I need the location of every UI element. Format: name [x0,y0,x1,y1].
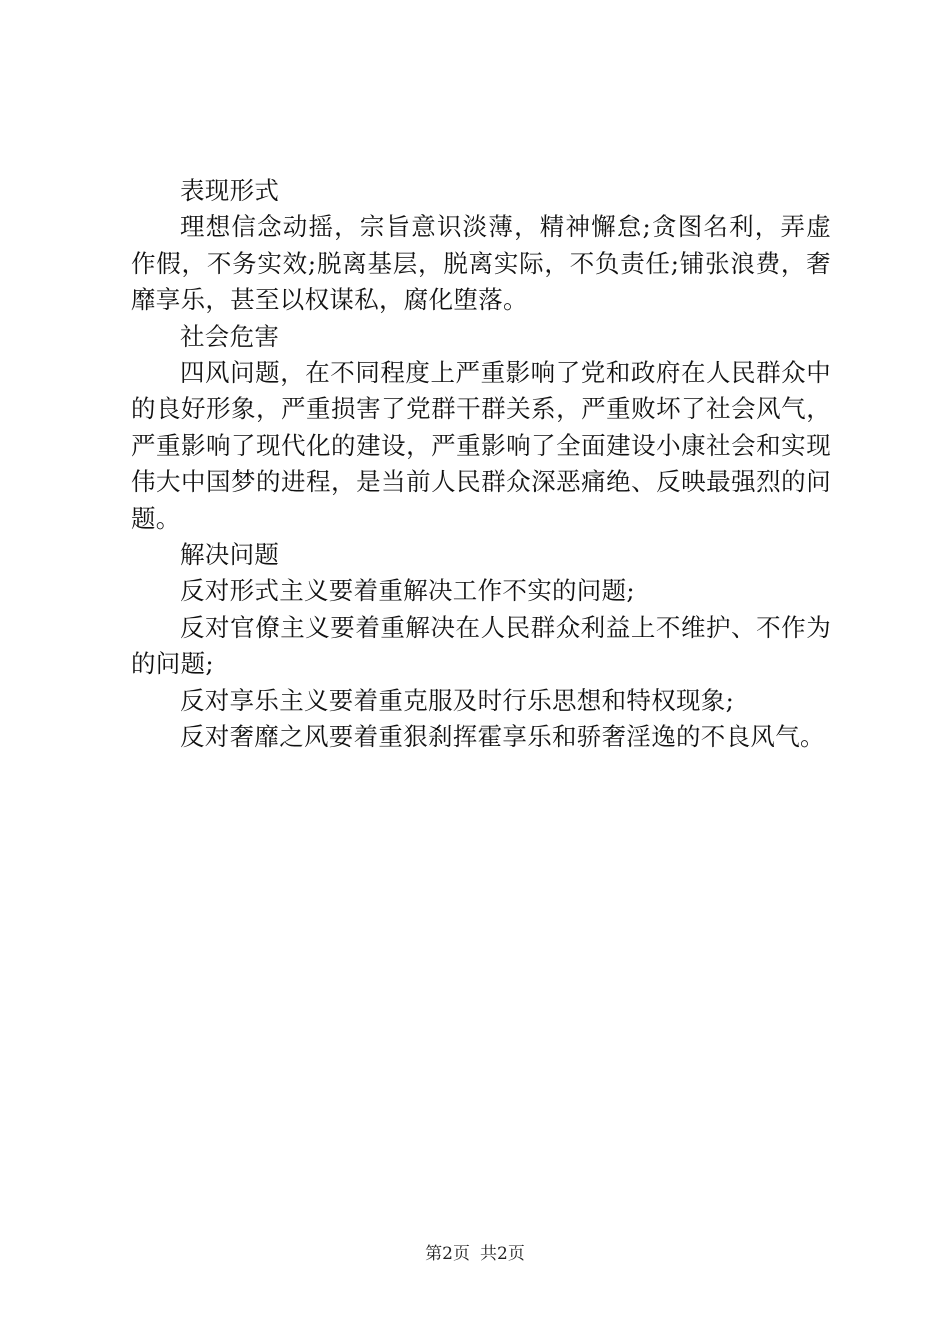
section-paragraph: 四风问题，在不同程度上严重影响了党和政府在人民群众中的良好形象，严重损害了党群干群关系，严重败坏了社会风气，严重影响了现代化的建设，严重影响了全面建设小康社会和实现伟大中国梦的进程，是当前人民群众深恶痛绝、反映最强烈的问题。 [131,358,831,533]
section-paragraph: 理想信念动摇，宗旨意识淡薄，精神懈怠;贪图名利，弄虚作假，不务实效;脱离基层，脱离实际，不负责任;铺张浪费，奢靡享乐，甚至以权谋私，腐化堕落。 [131,212,831,315]
section-paragraph: 反对奢靡之风要着重狠刹挥霍享乐和骄奢淫逸的不良风气。 [180,722,825,752]
section-heading: 社会危害 [180,321,280,351]
section-paragraph: 反对官僚主义要着重解决在人民群众利益上不维护、不作为的问题; [131,612,831,679]
page-footer [0,1242,950,1266]
page-total: 共2页 [480,1244,525,1264]
document-body [131,173,831,756]
section-heading: 表现形式 [180,176,280,205]
section-paragraph: 反对形式主义要着重解决工作不实的问题; [180,576,635,606]
section-heading: 解决问题 [180,540,280,570]
section-paragraph: 反对享乐主义要着重克服及时行乐思想和特权现象; [180,685,735,715]
page-number: 第2页 [425,1244,470,1264]
